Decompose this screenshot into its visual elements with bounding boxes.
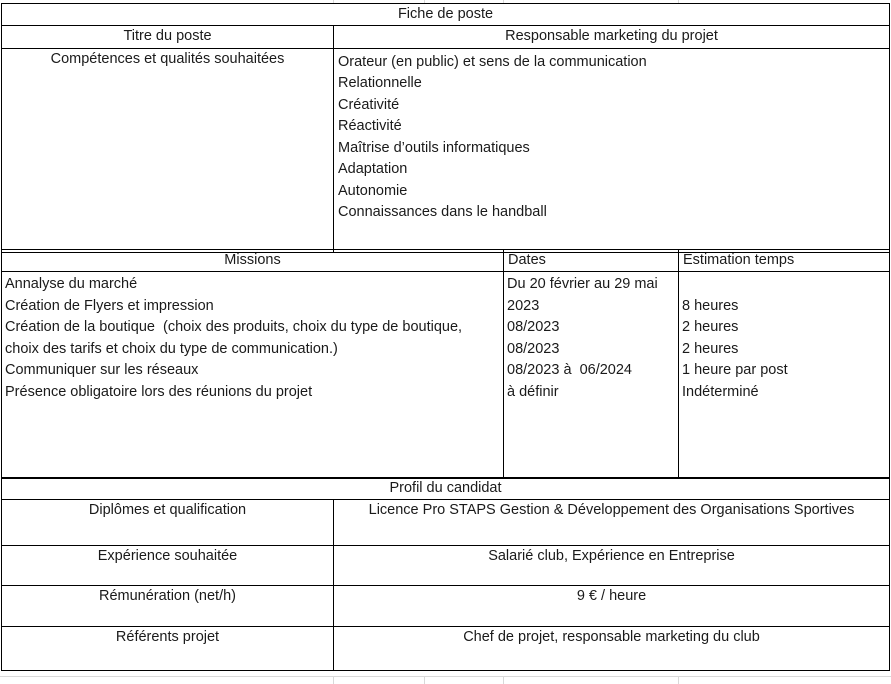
table-profil-du-candidat (1, 477, 890, 671)
list-item: 2023 (507, 297, 540, 314)
list-item: Création de la boutique (choix des produits, choix du type de boutique, (5, 319, 463, 336)
table-row (2, 500, 890, 546)
list-item: 08/2023 (507, 340, 560, 357)
column-header-estimation-temps: Estimation temps (679, 250, 890, 272)
list-item: Communiquer sur les réseaux (5, 362, 199, 379)
label-experience-souhaitee: Expérience souhaitée (2, 546, 334, 586)
label-remuneration: Rémunération (net/h) (2, 586, 334, 627)
list-item: 08/2023 (507, 319, 560, 336)
list-item: choix des tarifs et choix du type de communication.) (5, 340, 338, 357)
list-item: Création de Flyers et impression (5, 297, 214, 314)
list-item: Créativité (338, 96, 400, 113)
label-referents-projet: Référents projet (2, 627, 334, 671)
page-title: Fiche de poste (397, 6, 494, 22)
list-item: Adaptation (338, 161, 408, 178)
list-item: 2 heures (682, 319, 739, 336)
document-title-cell (2, 4, 890, 26)
list-missions (2, 272, 504, 479)
table-row (2, 26, 890, 48)
list-dates (504, 272, 679, 479)
gridline-column-c-bottom (424, 676, 425, 684)
column-header-dates: Dates (504, 250, 679, 272)
value-referents-projet: Chef de projet, responsable marketing du club (334, 627, 890, 671)
list-item: 2 heures (682, 340, 739, 357)
table-fiche-de-poste (1, 3, 890, 253)
gridline-column-e-bottom (678, 676, 679, 684)
list-item: à définir (507, 383, 559, 400)
table-row (2, 4, 890, 26)
table-row (2, 250, 890, 272)
value-titre-du-poste: Responsable marketing du projet (334, 26, 890, 48)
list-item: Du 20 février au 29 mai (507, 276, 658, 293)
list-competences-qualites (334, 48, 890, 252)
list-item (682, 274, 885, 295)
list-item: Indéterminé (682, 383, 759, 400)
gridline-column-b-bottom (333, 676, 334, 684)
table-row (2, 586, 890, 627)
column-header-missions: Missions (2, 250, 504, 272)
list-item: Orateur (en public) et sens de la communication (338, 53, 647, 70)
list-item: Présence obligatoire lors des réunions du projet (5, 383, 313, 400)
list-estimations (679, 272, 890, 479)
list-item: Relationnelle (338, 75, 422, 92)
value-diplomes-qualification: Licence Pro STAPS Gestion & Développement des Organisations Sportives (334, 500, 890, 546)
list-item: Autonomie (338, 182, 408, 199)
table-row (2, 627, 890, 671)
section-title-profil: Profil du candidat (2, 478, 890, 500)
list-item: 8 heures (682, 297, 739, 314)
list-item: Maîtrise d’outils informatiques (338, 139, 530, 156)
gridline-row-bottom (0, 676, 891, 677)
label-diplomes-qualification: Diplômes et qualification (2, 500, 334, 546)
list-item: Annalyse du marché (5, 276, 138, 293)
label-competences-qualites: Compétences et qualités souhaitées (2, 48, 334, 252)
label-titre-du-poste: Titre du poste (2, 26, 334, 48)
list-item: 1 heure par post (682, 362, 788, 379)
table-missions (1, 249, 890, 479)
list-item: Réactivité (338, 118, 402, 135)
table-row (2, 478, 890, 500)
value-remuneration: 9 € / heure (334, 586, 890, 627)
table-row (2, 546, 890, 586)
list-item: Connaissances dans le handball (338, 204, 547, 221)
value-experience-souhaitee: Salarié club, Expérience en Entreprise (334, 546, 890, 586)
table-row (2, 272, 890, 479)
list-item: 08/2023 à 06/2024 (507, 362, 632, 379)
gridline-column-d-bottom (503, 676, 504, 684)
table-row (2, 48, 890, 252)
